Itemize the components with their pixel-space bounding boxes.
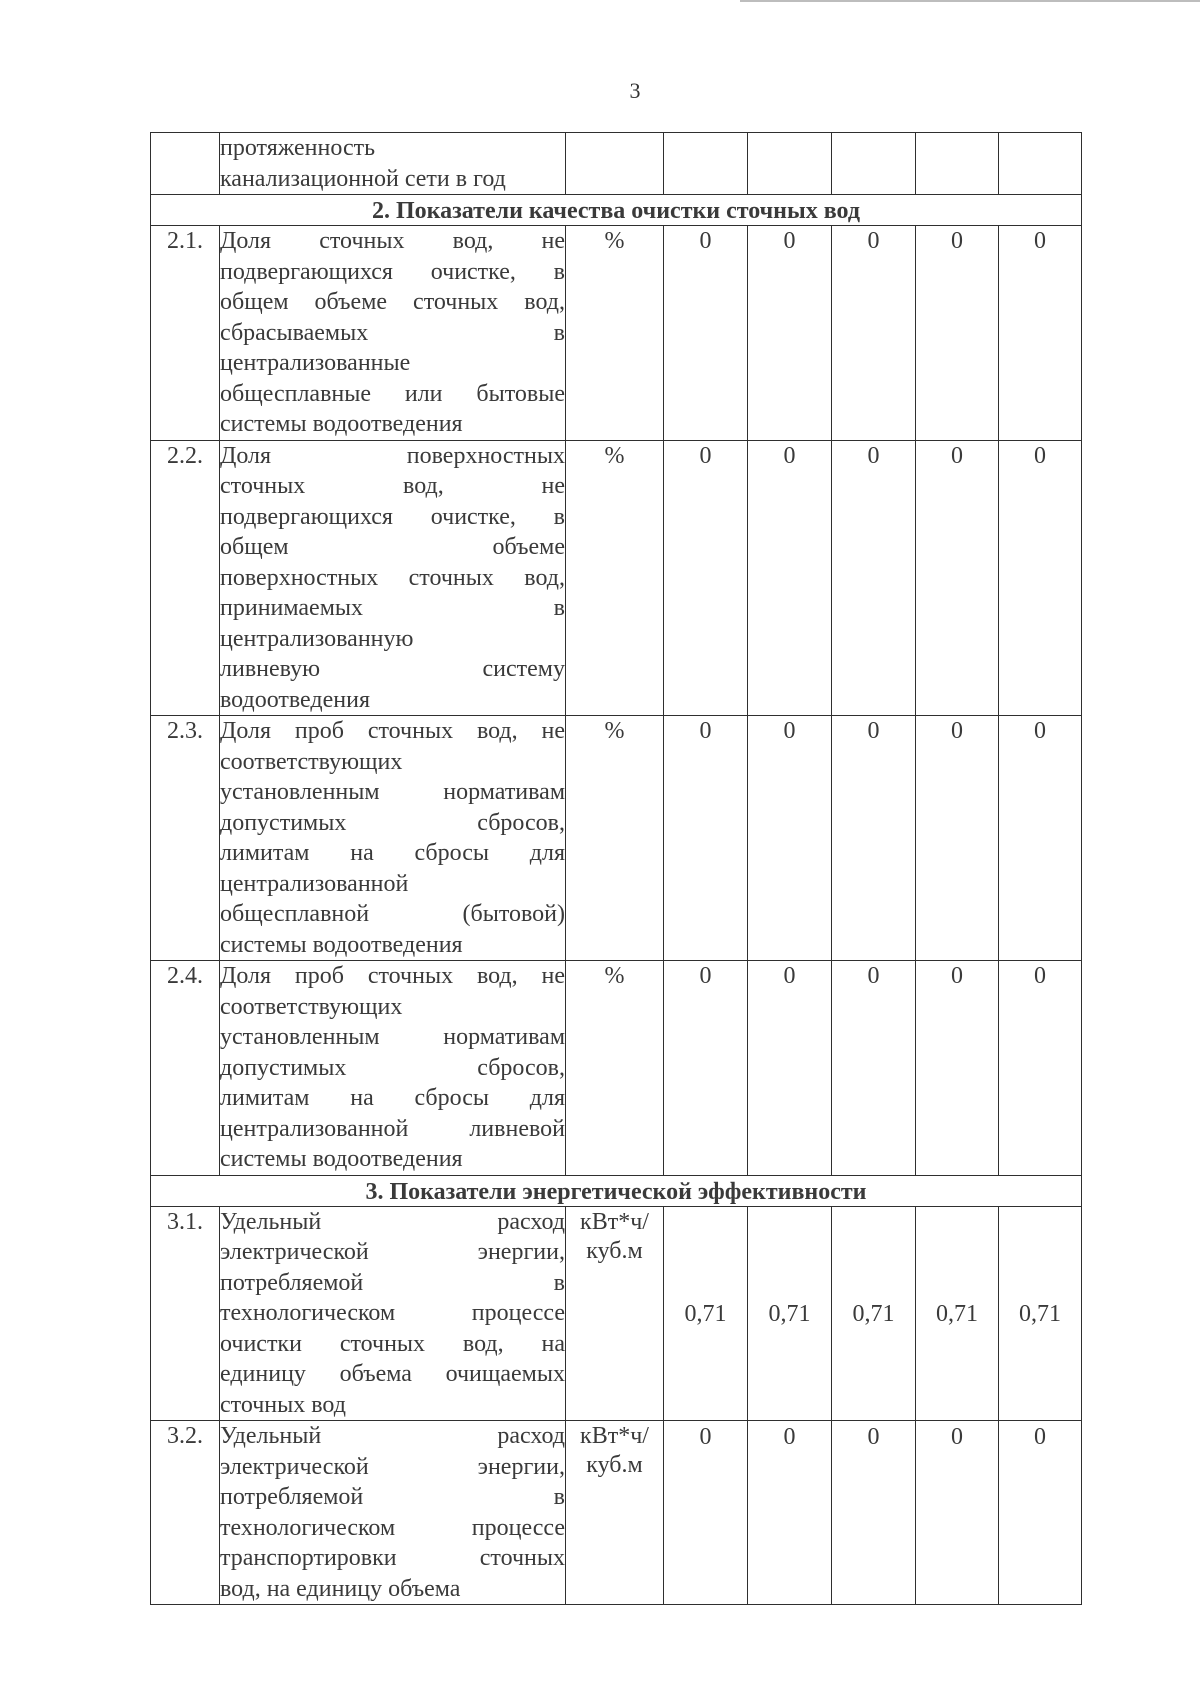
indicator-name-line: вод, на единицу объема [220, 1575, 461, 1602]
value-cell-3: 0 [832, 716, 916, 961]
value-cell-1 [664, 133, 748, 195]
indicator-name-line: системы водоотведения [220, 411, 463, 437]
value-cell-3: 0 [832, 226, 916, 441]
indicator-name-line: системы водоотведения [220, 1146, 463, 1172]
indicator-name-line: централизованные [220, 350, 411, 376]
indicator-name-line: потребляемой в [220, 1484, 565, 1510]
indicator-name-line: соответствующих [220, 748, 403, 775]
indicators-table [150, 132, 1082, 1605]
indicator-name-line: допустимых сбросов, [220, 809, 565, 836]
indicator-name [220, 133, 566, 195]
unit-line: кВт*ч/ [580, 1423, 649, 1449]
row-number: 3.2. [151, 1421, 220, 1605]
unit-cell: % [566, 716, 664, 961]
value-cell-4: 0,71 [916, 1206, 999, 1421]
value-cell-2 [748, 133, 832, 195]
indicator-name-line: Доля сточных вод, не [220, 228, 565, 254]
value-cell-5: 0 [999, 716, 1082, 961]
value-cell-1: 0 [664, 716, 748, 961]
section-title: 3. Показатели энергетической эффективности [151, 1175, 1082, 1206]
value-cell-5: 0,71 [999, 1206, 1082, 1421]
indicator-name-line: сбрасываемых в [220, 319, 565, 346]
value-cell-4: 0 [916, 226, 999, 441]
indicator-name-line: очистки сточных вод, на [220, 1330, 565, 1357]
indicator-name-line: электрической энергии, [220, 1239, 565, 1265]
indicator-name-line: канализационной сети в год [220, 165, 506, 192]
indicator-name-line: Доля проб сточных вод, не [220, 963, 565, 989]
row-number [151, 133, 220, 195]
indicator-name-line: лимитам на сбросы для [220, 840, 565, 866]
indicator-name [220, 226, 566, 441]
value-cell-2: 0 [748, 961, 832, 1176]
indicator-name-line: системы водоотведения [220, 931, 463, 958]
row-number: 3.1. [151, 1206, 220, 1421]
value-cell-3: 0,71 [832, 1206, 916, 1421]
indicator-name-line: общесплавной (бытовой) [220, 901, 565, 927]
value-cell-4: 0 [916, 440, 999, 716]
indicator-name [220, 440, 566, 716]
value-cell-2: 0 [748, 716, 832, 961]
table-row [151, 1421, 1082, 1605]
unit-cell [566, 133, 664, 195]
table-body [151, 133, 1082, 1605]
indicator-name-line: Доля проб сточных вод, не [220, 718, 565, 744]
section-header-row [151, 195, 1082, 226]
unit-line: куб.м [586, 1237, 643, 1264]
table-row [151, 226, 1082, 441]
indicator-name-line: поверхностных сточных вод, [220, 564, 565, 591]
indicator-name-line: сточных вод [220, 1391, 346, 1418]
indicator-name-line: подвергающихся очистке, в [220, 258, 565, 285]
indicator-name-line: транспортировки сточных [220, 1545, 565, 1571]
section-title: 2. Показатели качества очистки сточных вод [151, 195, 1082, 226]
scan-edge-line [740, 0, 1200, 2]
value-cell-4 [916, 133, 999, 195]
value-cell-2: 0 [748, 226, 832, 441]
unit-cell: % [566, 440, 664, 716]
indicator-name-line: централизованной ливневой [220, 1115, 565, 1142]
value-cell-1: 0 [664, 440, 748, 716]
indicator-name-line: общесплавные или бытовые [220, 380, 565, 407]
row-number: 2.3. [151, 716, 220, 961]
continuation-row [151, 133, 1082, 195]
indicator-name-line: установленным нормативам [220, 1024, 565, 1050]
indicator-name-line: допустимых сбросов, [220, 1054, 565, 1081]
indicator-name-line: лимитам на сбросы для [220, 1085, 565, 1111]
unit-line: кВт*ч/ [580, 1208, 649, 1235]
value-cell-5 [999, 133, 1082, 195]
indicator-name-line: соответствующих [220, 993, 403, 1020]
value-cell-3: 0 [832, 961, 916, 1176]
unit-cell [566, 1421, 664, 1605]
value-cell-2: 0,71 [748, 1206, 832, 1421]
indicator-name-line: технологическом процессе [220, 1300, 565, 1326]
value-cell-4: 0 [916, 716, 999, 961]
indicator-name-line: Удельный расход [220, 1423, 565, 1449]
indicator-name-line: технологическом процессе [220, 1514, 565, 1541]
indicator-name-line: потребляемой в [220, 1269, 565, 1296]
value-cell-4: 0 [916, 961, 999, 1176]
value-cell-3 [832, 133, 916, 195]
indicator-name-line: сточных вод, не [220, 473, 565, 499]
value-cell-3: 0 [832, 1421, 916, 1605]
indicator-name-line: электрической энергии, [220, 1453, 565, 1480]
unit-cell [566, 1206, 664, 1421]
value-cell-1: 0,71 [664, 1206, 748, 1421]
value-cell-5: 0 [999, 1421, 1082, 1605]
indicator-name-line: общем объеме сточных вод, [220, 289, 565, 315]
indicator-name [220, 716, 566, 961]
table-row [151, 440, 1082, 716]
indicator-name-line: водоотведения [220, 686, 370, 713]
indicator-name-line: единицу объема очищаемых [220, 1361, 565, 1387]
row-number: 2.4. [151, 961, 220, 1176]
value-cell-1: 0 [664, 961, 748, 1176]
unit-cell: % [566, 961, 664, 1176]
value-cell-5: 0 [999, 440, 1082, 716]
value-cell-5: 0 [999, 961, 1082, 1176]
page-number: 3 [629, 78, 641, 103]
value-cell-1: 0 [664, 1421, 748, 1605]
indicator-name [220, 1421, 566, 1605]
table-row [151, 961, 1082, 1176]
indicator-name-line: подвергающихся очистке, в [220, 503, 565, 530]
indicator-name-line: централизованной [220, 870, 409, 897]
indicator-name [220, 961, 566, 1176]
row-number: 2.1. [151, 226, 220, 441]
indicator-name-line: Доля поверхностных [220, 442, 565, 469]
indicator-name-line: ливневую систему [220, 656, 565, 682]
section-header-row [151, 1175, 1082, 1206]
value-cell-3: 0 [832, 440, 916, 716]
indicator-name-line: протяженность [220, 135, 376, 161]
value-cell-4: 0 [916, 1421, 999, 1605]
row-number: 2.2. [151, 440, 220, 716]
table-row [151, 1206, 1082, 1421]
value-cell-2: 0 [748, 440, 832, 716]
indicator-name-line: общем объеме [220, 534, 565, 560]
indicator-name-line: Удельный расход [220, 1208, 565, 1235]
indicator-name-line: принимаемых в [220, 595, 565, 621]
value-cell-1: 0 [664, 226, 748, 441]
indicator-name [220, 1206, 566, 1421]
unit-line: куб.м [586, 1452, 643, 1478]
table-row [151, 716, 1082, 961]
value-cell-5: 0 [999, 226, 1082, 441]
indicator-name-line: централизованную [220, 625, 414, 652]
unit-cell: % [566, 226, 664, 441]
indicator-name-line: установленным нормативам [220, 779, 565, 805]
value-cell-2: 0 [748, 1421, 832, 1605]
